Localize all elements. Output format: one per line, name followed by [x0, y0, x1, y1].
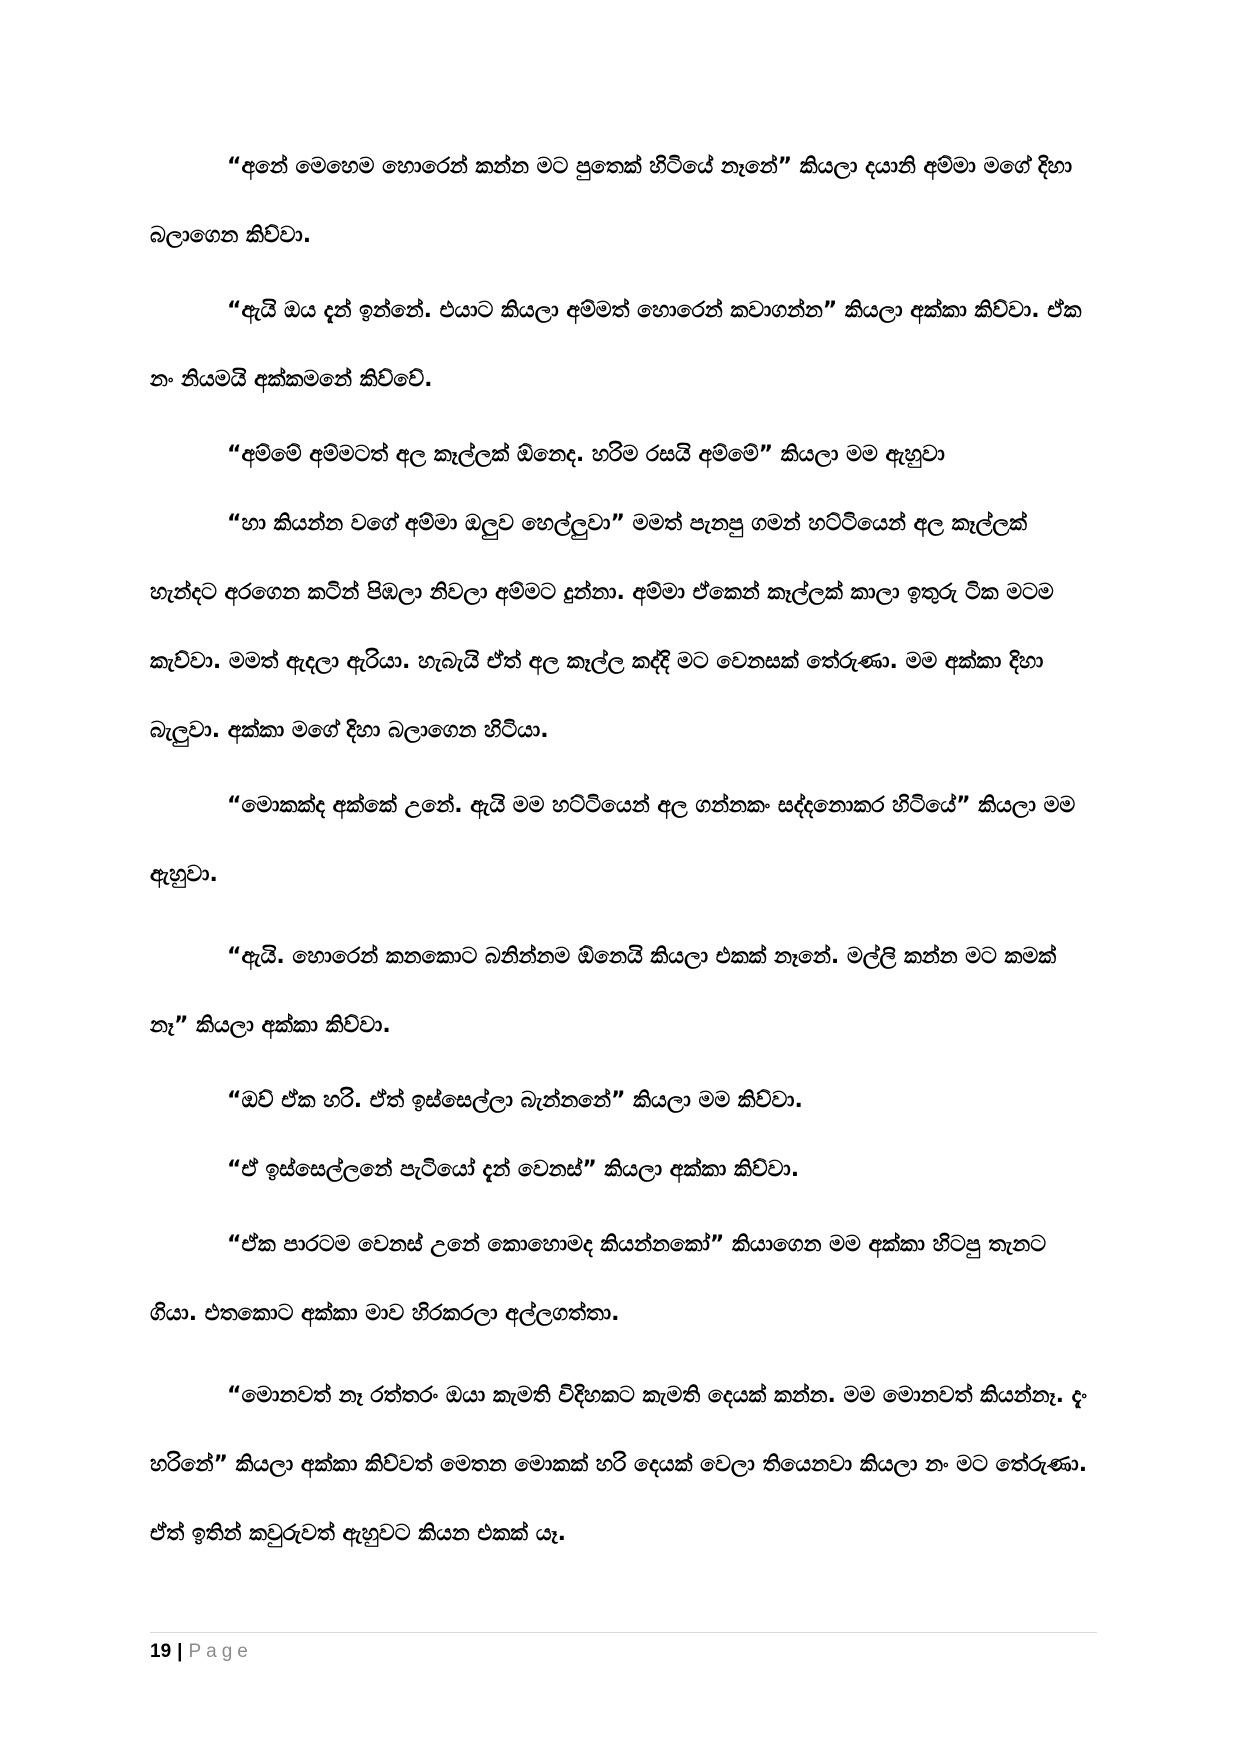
paragraph: “හා කියන්න වගේ අම්මා ඔලුව හෙල්ලුවා” මමත් පැනපු ගමන් හට්ටියෙන් අල කෑල්ලක් හැන්දට අරගෙන කටින් පිඹලා නිවලා අම්මට දුන්නා. අම්මා ඒකෙන් කෑල්ලක් කාලා ඉතුරු ටික මටම කැව්වා. මමත් ඇදලා ඇරියා. හැබැයි ඒත් අල කෑල්ල කද්දි මට වෙනසක් තේරුණා. මම අක්කා දිහා බැලුවා. අක්කා මගේ දිහා බලාගෙන හිටියා. — [150, 511, 1054, 743]
page-number: 19 — [150, 1641, 172, 1662]
paragraph: “ඇයි ඔය දැන් ඉන්නේ. එයාට කියලා අම්මත් හොරෙන් කවාගන්න” කියලා අක්කා කිව්වා. ඒක නං නියමයි අක්කමනේ කිව්වේ. — [150, 298, 1082, 392]
paragraph: “අනේ මෙහෙම හොරෙන් කන්න මට පුතෙක් හිටියේ නෑනේ” කියලා දයානි අම්මා මගේ දිහා බලාගෙන කිව්වා. — [150, 154, 1073, 248]
paragraph: “ඒක පාරටම වෙනස් උනේ කොහොමද කියන්නකෝ” කියාගෙන මම අක්කා හිටපු තැනට ගියා. එතකොට අක්කා මාව හිරකරලා අල්ලගත්තා. — [150, 1232, 1047, 1326]
paragraph: “මොනවත් නෑ රත්තරං ඔයා කැමති විදිහකට කැමති දෙයක් කන්න. මම මොනවත් කියන්නෑ. දැං හරිනේ” කියලා අක්කා කිව්වත් මෙතන මොකක් හරි දෙයක් වෙලා තියෙනවා කියලා නං මට තේරුණා. ඒත් ඉතින් කවුරුවත් ඇහුවට කියන එකක් යෑ. — [150, 1383, 1088, 1546]
paragraph: “ඇයි. හොරෙන් කනකොට බනින්නම ඕනෙයි කියලා එකක් නෑනේ. මල්ලි කන්න මට කමක් නෑ” කියලා අක්කා කිව්වා. — [150, 944, 1057, 1038]
page-label: Page — [188, 1641, 253, 1662]
footer-separator: | — [177, 1641, 183, 1662]
paragraph: “ඒ ඉස්සෙල්ලනේ පැටියෝ දැන් වෙනස්” කියලා අක්කා කිව්වා. — [227, 1157, 800, 1182]
paragraph: “මොකක්ද අක්කේ උනේ. ඇයි මම හට්ටියෙන් අල ගන්නකං සද්දනොකර හිටියේ” කියලා මම ඇහුවා. — [150, 793, 1076, 887]
footer-divider — [150, 1632, 1097, 1633]
paragraph: “අම්මේ අම්මටත් අල කෑල්ලක් ඕනෙද. හරිම රසයි අම්මේ” කියලා මම ඇහුවා — [227, 442, 945, 467]
body-text — [150, 132, 1100, 1568]
paragraph: “ඔව් ඒක හරි. ඒත් ඉස්සෙල්ලා බැන්නනේ” කියලා මම කිව්වා. — [227, 1088, 803, 1113]
page-footer — [150, 1640, 253, 1664]
